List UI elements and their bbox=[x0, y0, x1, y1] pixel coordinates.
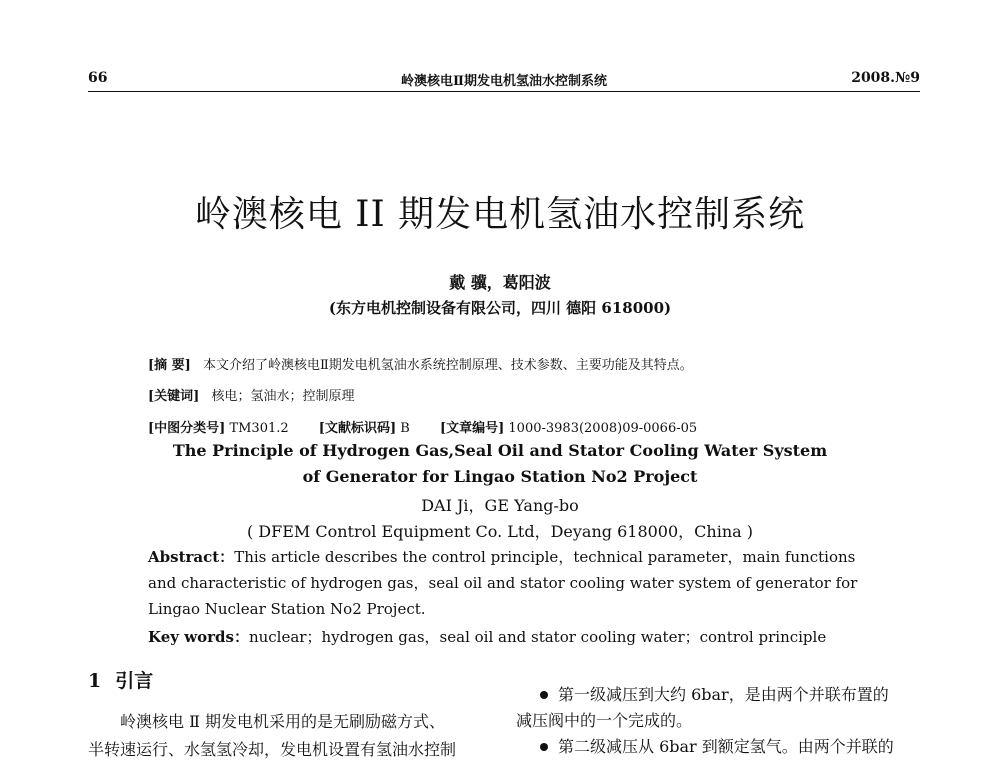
clc-label: [中图分类号] bbox=[148, 421, 226, 436]
english-affiliation: ( DFEM Control Equipment Co. Ltd，Deyang 618000，China ) bbox=[246, 522, 754, 541]
abstract-cn-label: [摘 要] bbox=[148, 358, 191, 373]
english-title-line1: The Principle of Hydrogen Gas,Seal Oil and Stator Cooling Water System bbox=[172, 441, 828, 460]
english-keywords-text: nuclear；hydrogen gas，seal oil and stator cooling water；control principle bbox=[248, 628, 827, 646]
classification-line bbox=[148, 417, 723, 436]
english-abstract-text: This article describes the control principle，technical parameter，main functions and characteristic of hydrogen gas，seal oil and stator cooling water system of generator for Lingao Nuclear Station No2 Project. bbox=[148, 548, 858, 618]
header-rule bbox=[88, 91, 920, 92]
section-title: 引言 bbox=[115, 670, 154, 692]
abstract-cn bbox=[148, 354, 693, 373]
section-heading bbox=[88, 666, 153, 693]
authors-cn: 戴 骥，葛阳波 bbox=[449, 273, 551, 292]
doc-value: B bbox=[400, 421, 410, 436]
keywords-cn-label: [关键词] bbox=[148, 389, 200, 404]
bullet-dot-icon bbox=[540, 691, 548, 699]
left-line-1: 岭澳核电 Ⅱ 期发电机采用的是无刷励磁方式、 bbox=[120, 712, 446, 731]
right-column bbox=[516, 682, 920, 760]
bullet-2-text: 第二级减压从 6bar 到额定氢气。由两个并联的 bbox=[558, 737, 894, 756]
article-value: 1000-3983(2008)09-0066-05 bbox=[508, 421, 698, 436]
bullet-item-1-cont: 减压阀中的一个完成的。 bbox=[516, 711, 693, 730]
keywords-cn-text: 核电；氢油水；控制原理 bbox=[211, 389, 355, 404]
english-keywords-label: Key words： bbox=[148, 628, 249, 646]
english-keywords bbox=[148, 626, 868, 647]
page-number: 66 bbox=[88, 70, 108, 86]
bullet-item-1 bbox=[516, 682, 920, 708]
english-authors: DAI Ji，GE Yang-bo bbox=[421, 496, 579, 515]
clc bbox=[148, 421, 289, 436]
left-column bbox=[88, 708, 508, 764]
english-abstract-label: Abstract： bbox=[148, 548, 235, 566]
article-no bbox=[440, 421, 697, 436]
issue-number: 2008.№9 bbox=[851, 70, 920, 86]
clc-value: TM301.2 bbox=[229, 421, 289, 436]
english-abstract bbox=[148, 544, 868, 622]
abstract-cn-text: 本文介绍了岭澳核电Ⅱ期发电机氢油水系统控制原理、技术参数、主要功能及其特点。 bbox=[202, 358, 693, 373]
left-line-2: 半转速运行、水氢氢冷却，发电机设置有氢油水控制 bbox=[88, 740, 457, 759]
paper-title: 岭澳核电 II 期发电机氢油水控制系统 bbox=[194, 194, 806, 235]
bullet-1-text: 第一级减压到大约 6bar，是由两个并联布置的 bbox=[558, 685, 889, 704]
doc-code bbox=[319, 421, 410, 436]
doc-label: [文献标识码] bbox=[318, 421, 397, 436]
bullet-dot-icon bbox=[540, 743, 548, 751]
english-title-line2: of Generator for Lingao Station No2 Project bbox=[302, 467, 698, 486]
running-header bbox=[88, 66, 920, 90]
running-title: 岭澳核电Ⅱ期发电机氢油水控制系统 bbox=[401, 74, 607, 89]
affiliation-cn: (东方电机控制设备有限公司，四川 德阳 618000) bbox=[328, 299, 672, 317]
section-number: 1 bbox=[88, 670, 102, 692]
article-label: [文章编号] bbox=[439, 421, 505, 436]
keywords-cn bbox=[148, 385, 354, 404]
bullet-item-2 bbox=[516, 734, 920, 760]
